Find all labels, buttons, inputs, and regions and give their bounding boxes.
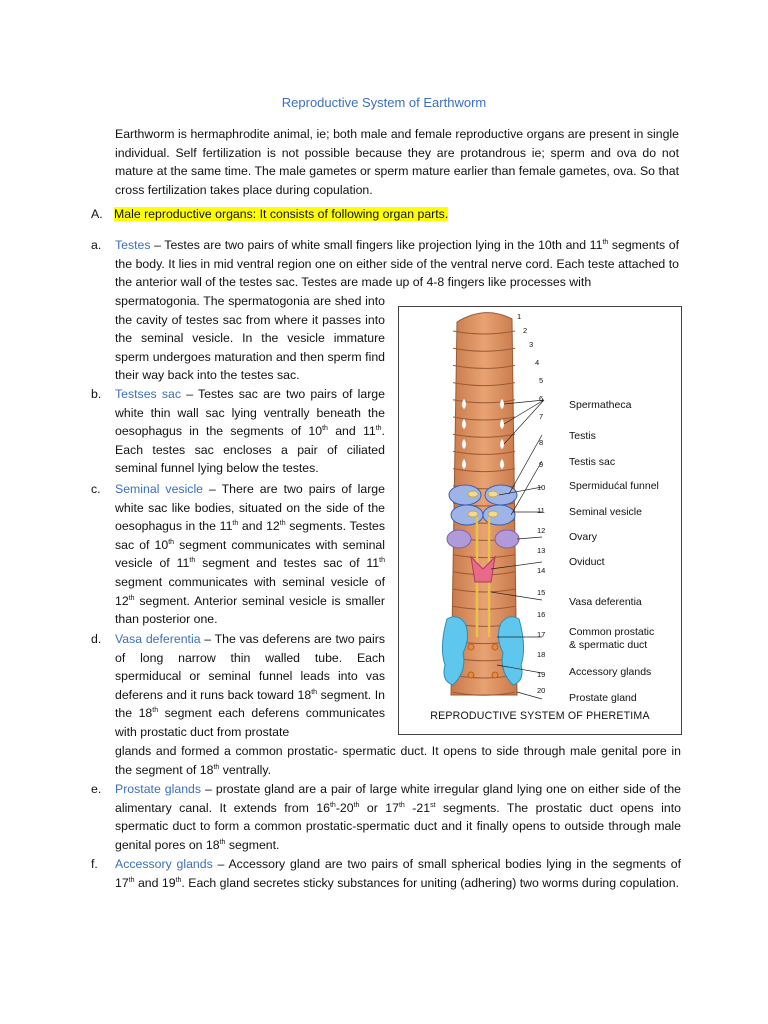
segment-number: 11 (537, 506, 545, 515)
segment-number: 20 (537, 686, 546, 695)
segment-number: 2 (523, 326, 528, 335)
figure-label: Spermidućal funnel (569, 480, 659, 492)
segment-number: 1 (517, 312, 522, 321)
segment-number: 13 (537, 546, 546, 555)
segment-number: 18 (537, 650, 546, 659)
term-testes-sac: Testses sac (115, 387, 182, 401)
intro-paragraph: Earthworm is hermaphrodite animal, ie; both male and female reproductive organs are present in single individual. Self fertilization is not possible because they are protandrous ie; sperm and ova do not mature at the same time. The male gametes or sperm mature earlier than female gametes, ova. So that cross fertilization takes place during copulation. (115, 127, 679, 197)
earthworm-diagram (399, 307, 681, 707)
item-marker: e. (91, 782, 102, 796)
figure-label: Testis sac (569, 456, 616, 468)
item-marker: d. (91, 632, 102, 646)
item-marker: c. (91, 482, 101, 496)
item-marker: f. (91, 857, 98, 871)
figure-labels (569, 399, 659, 704)
segment-number: 16 (537, 610, 546, 619)
item-marker: a. (91, 238, 102, 252)
segment-number: 7 (539, 412, 544, 421)
segment-number: 14 (537, 566, 546, 575)
item-testes: a. Testes – Testes are two pairs of white small fingers like projection lying in the 10th and 11th segments of the body. It lies in mid ventral region one on either side of the ventral nerve cord. Each teste attached to the anterior wall of the testes sac. Testes are made up of 4-8 fingers like processes with (91, 238, 679, 290)
segment-number: 19 (537, 670, 546, 679)
segment-number: 3 (529, 340, 534, 349)
term-testes: Testes (115, 238, 151, 252)
figure-label: & spermatic duct (569, 639, 648, 651)
term-vasa-deferentia: Vasa deferentia (115, 632, 201, 646)
segment-number: 12 (537, 526, 546, 535)
reproductive-system-figure (398, 306, 682, 735)
segment-number: 6 (539, 394, 544, 403)
segment-number: 8 (539, 438, 544, 447)
figure-label: Oviduct (569, 556, 605, 568)
figure-label: Seminal vesicle (569, 506, 642, 518)
figure-label: Common prostatic (569, 626, 655, 638)
segment-number: 17 (537, 630, 546, 639)
section-a-title: Male reproductive organs: It consists of following organ parts. (114, 207, 449, 221)
figure-label: Prostate gland (569, 692, 637, 704)
figure-label: Accessory glands (569, 666, 652, 678)
document-page: Reproductive System of Earthworm Earthworm is hermaphrodite animal, ie; both male and female reproductive organs are present in single individual. Self fertilization is not possible because they are protandrous ie; sperm and ova do not mature at the same time. The male gametes or sperm mature earlier than female gametes, ova. So that cross fertilization takes place during copulation. A. Male reproductive organs: It consists of following organ parts. a. Testes – Testes are two pairs of white small fingers like projection lying in the 10th and 11th segments of the body. It lies in mid ventral region one on either side of the ventral nerve cord. Each teste attached to the anterior wall of the testes sac. Testes are made up of 4-8 fingers like processes with spermatogonia. The spermatogonia are shed into the cavity of testes sac from where it passes into the seminal vesicle. In the vesicle immature sperm undergoes maturation and then sperm find their way back into the testes sac. b. Testses sac – Testes sac are two pairs of large white thin wall sac lying ventrally beneath the oesophagus in the segments of 10th and 11th. Each testes sac encloses a pair of ciliated seminal funnel lying below the testes. c. Seminal vesicle – There are two pairs of large white sac like bodies, situated on the side of the oesophagus in the 11th and 12th segments. Testes sac of 10th segment communicates with seminal vesicle of 11th segment and testes sac of 11th segment communicates with seminal vesicle of 12th segment. Anterior seminal vesicle is smaller than posterior one. d. Vasa deferentia – The vas deferens are two pairs of long narrow thin walled tube. Each spermiducal or seminal funnel leads into vas deferens and it runs back toward 18th segment. In the 18th segment each deferens communicates with prostatic duct from prostate glands and formed a common prostatic- spermatic duct. It opens to side through male genital pore in the segment of 18th ventrally. e. Prostate glands – prostate gland are a pair of large white irregular gland lying one on either side of the alimentary canal. It extends from 16th-20th or 17th -21st segments. The prostatic duct opens into spermatic duct to form a common prostatic-spermatic duct and it finally opens to outside through male genital pores on 18th segment. f. Accessory glands – Accessory gland are two pairs of small spherical bodies lying in the segments of 17th and 19th. Each gland secretes sticky substances for uniting (adhering) two worms during copulation. 1 2 3 4 5 6 7 8 9 10 11 12 13 14 15 16 17 18 19 20 Spermatheca Testis Testis sac Spermidućal funnel Seminal vesicle Ovary Oviduct Vasa deferentia Common prostatic & spermatic duct Accessory glands Prostate gland REPRODUCTIVE SYSTEM OF PHERETIMA (0, 0, 768, 1024)
term-accessory-glands: Accessory glands (115, 857, 213, 871)
figure-label: Testis (569, 430, 596, 442)
segment-number: 10 (537, 483, 546, 492)
segment-number: 15 (537, 588, 546, 597)
figure-caption: REPRODUCTIVE SYSTEM OF PHERETIMA (430, 710, 650, 722)
segment-number: 4 (535, 358, 540, 367)
page-title: Reproductive System of Earthworm (281, 95, 487, 110)
segment-number: 5 (539, 376, 544, 385)
figure-label: Ovary (569, 531, 598, 543)
section-a-heading (91, 207, 448, 221)
item-marker: b. (91, 387, 102, 401)
segment-number: 9 (539, 460, 544, 469)
section-a-label: A. (91, 207, 103, 221)
figure-label: Vasa deferentia (569, 596, 642, 608)
term-seminal-vesicle: Seminal vesicle (115, 482, 204, 496)
term-prostate-glands: Prostate glands (115, 782, 202, 796)
figure-label: Spermatheca (569, 399, 632, 411)
